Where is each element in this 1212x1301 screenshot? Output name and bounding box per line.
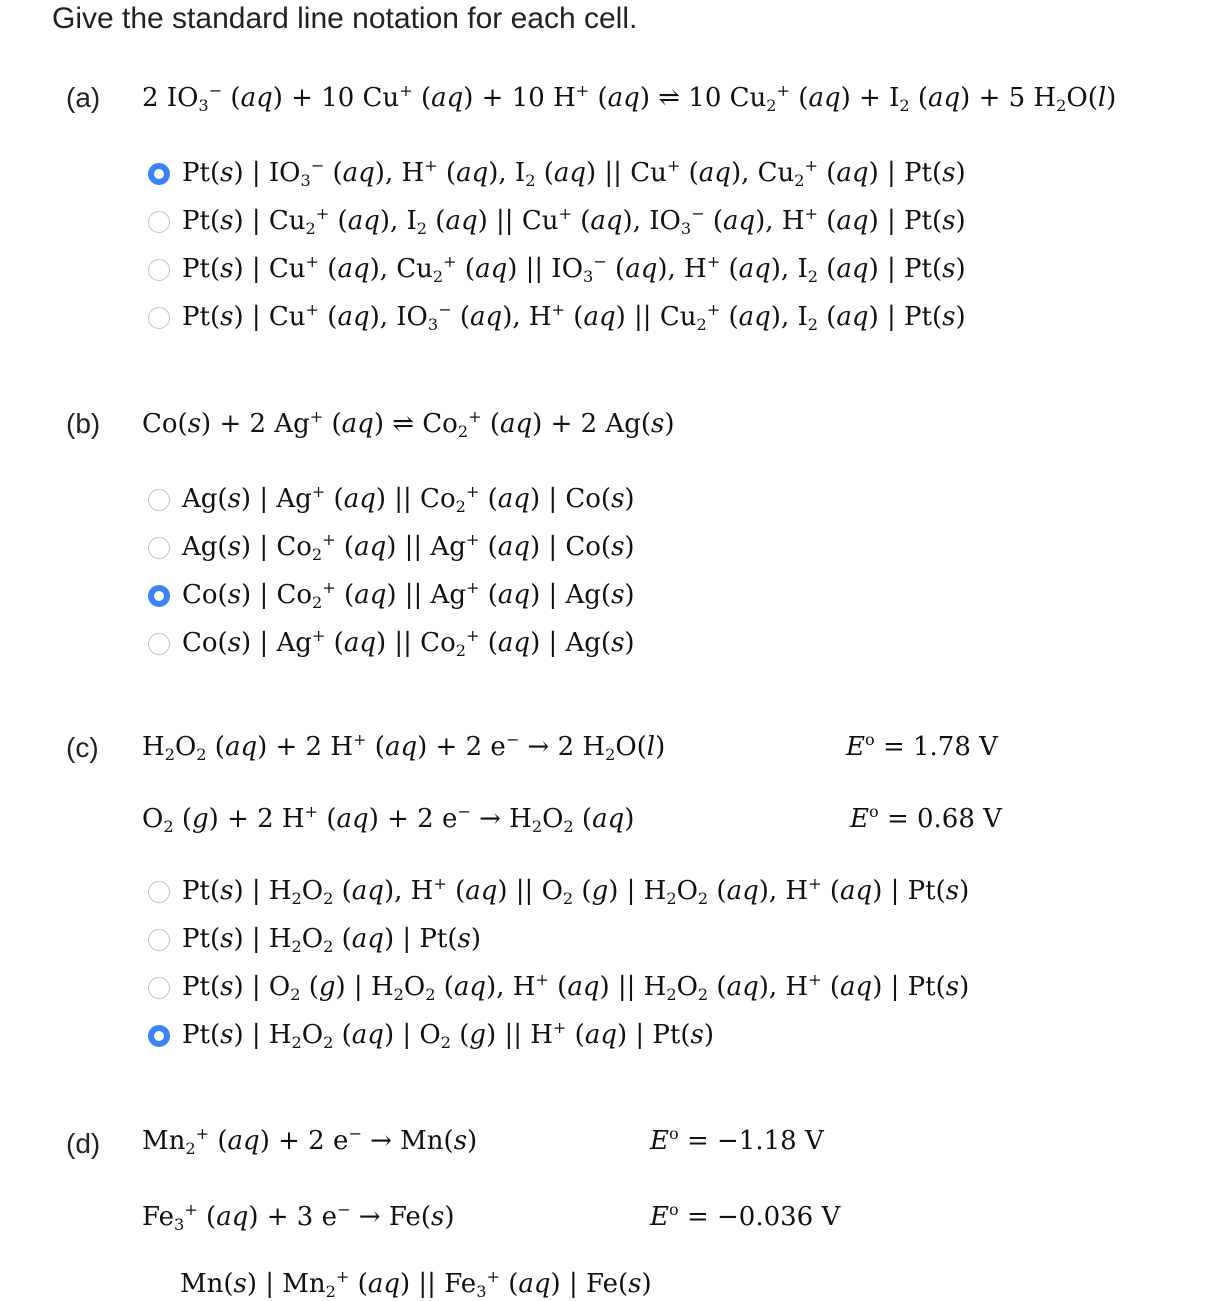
part-b-option-2[interactable] bbox=[148, 528, 1048, 568]
radio-selected-icon[interactable] bbox=[148, 163, 170, 185]
part-d-potential-2: $E^o = -0.036$ V bbox=[650, 1200, 841, 1232]
option-text: Pt(s) | Cu+ (aq), $Cu_2^+$ (aq) || $IO_3^-$ (aq), H+ (aq), $I_2$ (aq) | Pt(s) bbox=[182, 252, 966, 286]
radio-selected-icon[interactable] bbox=[148, 585, 170, 607]
part-c-half-reaction-1: $H_2O_2$ (aq) + 2 H+ (aq) + 2 e− → 2 $H_2O(l)$ bbox=[142, 730, 666, 764]
part-d-label: (d) bbox=[66, 1128, 101, 1159]
radio-unselected-icon[interactable] bbox=[148, 537, 170, 559]
option-text: Pt(s) | $Cu_2^+$ (aq), $I_2$ (aq) || Cu+ (aq), $IO_3^-$ (aq), H+ (aq) | Pt(s) bbox=[182, 204, 966, 238]
part-d-half-reaction-1: $Mn_2^+$ (aq) + 2 e− → Mn(s) bbox=[142, 1124, 478, 1158]
option-text: Pt(s) | Cu+ (aq), $IO_3^-$ (aq), H+ (aq) || $Cu_2^+$ (aq), $I_2$ (aq) | Pt(s) bbox=[182, 300, 966, 334]
part-d-potential-1: $E^o = -1.18$ V bbox=[650, 1124, 824, 1156]
option-text: Pt(s) | $IO_3^-$ (aq), H+ (aq), $I_2$ (aq) || Cu+ (aq), $Cu_2^+$ (aq) | Pt(s) bbox=[182, 156, 966, 190]
radio-unselected-icon[interactable] bbox=[148, 977, 170, 999]
option-text: Ag(s) | Ag+ (aq) || $Co_2^+$ (aq) | Co(s) bbox=[182, 482, 635, 516]
radio-unselected-icon[interactable] bbox=[148, 259, 170, 281]
part-c-label: (c) bbox=[66, 732, 99, 763]
part-d-half-reaction-2: $Fe_3^+$ (aq) + 3 e− → Fe(s) bbox=[142, 1200, 455, 1234]
radio-unselected-icon[interactable] bbox=[148, 307, 170, 329]
option-text: Pt(s) | $H_2O_2$ (aq), H+ (aq) || $O_2$ (g) | $H_2O_2$ (aq), H+ (aq) | Pt(s) bbox=[182, 874, 970, 908]
option-text: Pt(s) | $O_2$ (g) | $H_2O_2$ (aq), H+ (aq) || $H_2O_2$ (aq), H+ (aq) | Pt(s) bbox=[182, 970, 970, 1004]
part-b-option-3[interactable] bbox=[148, 576, 1048, 616]
option-text: Pt(s) | $H_2O_2$ (aq) | $O_2$ (g) || H+ (aq) | Pt(s) bbox=[182, 1018, 715, 1052]
part-c-half-reaction-2: $O_2$ (g) + 2 H+ (aq) + 2 $e^- \to H_2O_2$ (aq) bbox=[142, 802, 635, 836]
option-text: Pt(s) | $H_2O_2$ (aq) | Pt(s) bbox=[182, 924, 481, 956]
radio-unselected-icon[interactable] bbox=[148, 489, 170, 511]
part-b-reaction: Co(s) + 2 Ag+ (aq) ⇌ $Co_2^+$ (aq) + 2 Ag(s) bbox=[142, 407, 675, 441]
part-b-option-4[interactable] bbox=[148, 624, 1048, 664]
radio-unselected-icon[interactable] bbox=[148, 211, 170, 233]
part-c-potential-1: $E^o = 1.78$ V bbox=[846, 730, 998, 762]
part-d-partial-option bbox=[180, 1267, 700, 1301]
radio-unselected-icon[interactable] bbox=[148, 633, 170, 655]
part-a-option-3[interactable] bbox=[148, 250, 1048, 290]
option-text: Co(s) | Ag+ (aq) || $Co_2^+$ (aq) | Ag(s) bbox=[182, 626, 635, 660]
option-text: Co(s) | $Co_2^+$ (aq) || Ag+ (aq) | Ag(s) bbox=[182, 578, 635, 612]
part-c-option-4[interactable] bbox=[148, 1016, 1048, 1056]
part-a-option-4[interactable] bbox=[148, 298, 1048, 338]
part-b-label: (b) bbox=[66, 408, 101, 439]
radio-selected-icon[interactable] bbox=[148, 1025, 170, 1047]
part-a-option-1[interactable] bbox=[148, 154, 1048, 194]
option-text: Ag(s) | $Co_2^+$ (aq) || Ag+ (aq) | Co(s) bbox=[182, 530, 635, 564]
page-title: Give the standard line notation for each cell. bbox=[52, 2, 638, 35]
part-c-option-1[interactable] bbox=[148, 872, 1048, 912]
radio-unselected-icon[interactable] bbox=[148, 929, 170, 951]
part-c-potential-2: $E^o = 0.68$ V bbox=[850, 802, 1002, 834]
radio-unselected-icon[interactable] bbox=[148, 881, 170, 903]
part-a-label: (a) bbox=[66, 82, 101, 113]
part-c-option-3[interactable] bbox=[148, 968, 1048, 1008]
part-d-partial-text: Mn(s) | $Mn_2^+$ (aq) || $Fe_3^+$ (aq) | Fe(s) bbox=[180, 1267, 652, 1301]
part-c-option-2[interactable] bbox=[148, 920, 1048, 960]
part-a-option-2[interactable] bbox=[148, 202, 1048, 242]
part-b-option-1[interactable] bbox=[148, 480, 1048, 520]
part-a-reaction: 2 $IO_3^-$ (aq) + 10 Cu+ (aq) + 10 H+ (aq) ⇌ 10 $Cu_2^+$ $(aq) + I_2$ (aq) + 5 $H_2O(l)$ bbox=[142, 81, 1117, 115]
